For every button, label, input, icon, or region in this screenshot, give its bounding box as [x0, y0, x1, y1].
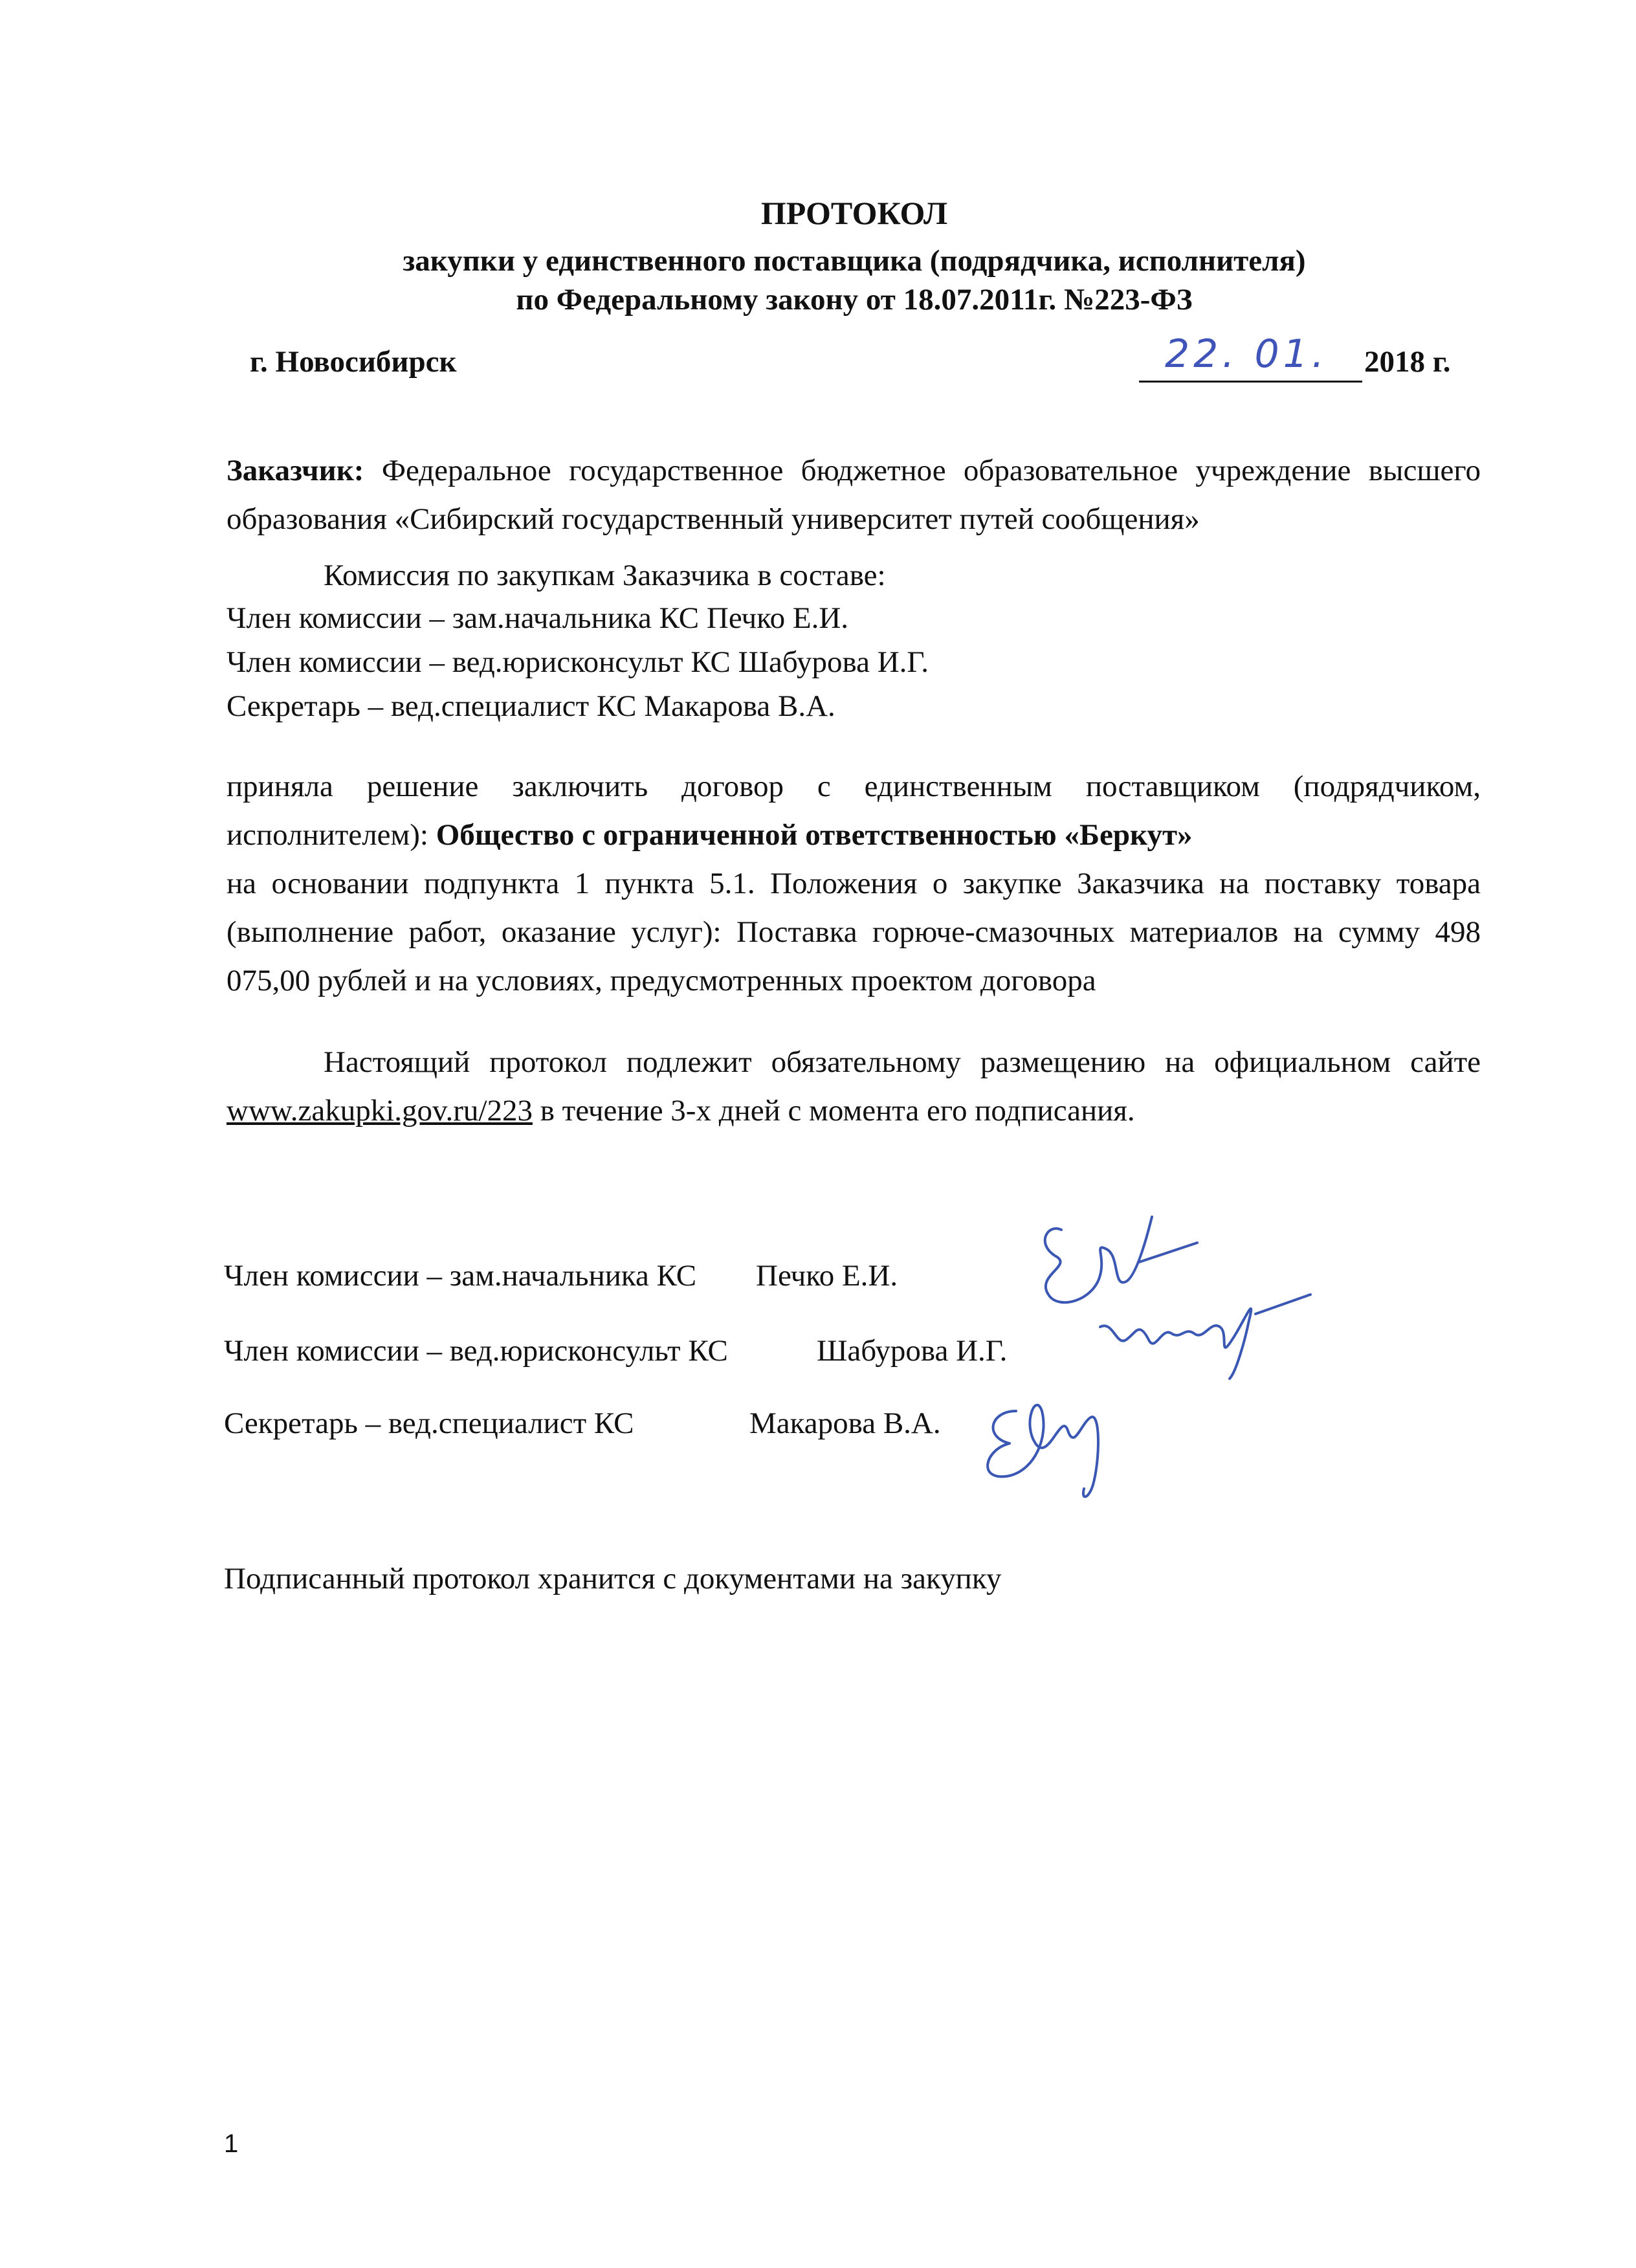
decision-paragraph: [227, 762, 1481, 860]
customer-paragraph: [227, 447, 1481, 544]
signature-name: Шабурова И.Г.: [817, 1334, 1008, 1368]
customer-label: Заказчик:: [227, 454, 364, 487]
commission-member: Член комиссии – вед.юрисконсульт КС Шабурова И.Г.: [227, 645, 929, 679]
footer-note: Подписанный протокол хранится с документами на закупку: [224, 1562, 1002, 1595]
commission-member: Секретарь – вед.специалист КС Макарова В.А.: [227, 689, 835, 723]
date-underline: [1139, 381, 1362, 383]
customer-text: Федеральное государственное бюджетное образовательное учреждение высшего образования «Сибирский государственный университет путей сообщения»: [227, 454, 1481, 536]
decision-intro: приняла решение заключить договор с единственным поставщиком (подрядчиком, исполнителем):: [227, 770, 1481, 852]
commission-member: Член комиссии – зам.начальника КС Печко Е.И.: [227, 601, 849, 635]
decision-basis: на основании подпункта 1 пункта 5.1. Положения о закупке Заказчика на поставку товара (выполнение работ, оказание услуг): Поставка горюче-смазочных материалов на сумму 498 075,00 рублей и на условиях, предусмотренных проектом договора: [227, 867, 1481, 997]
city: г. Новосибирск: [250, 345, 457, 379]
signature-position: Член комиссии – зам.начальника КС: [224, 1259, 697, 1293]
document-subtitle: закупки у единственного поставщика (подрядчика, исполнителя): [403, 244, 1306, 278]
document-title: ПРОТОКОЛ: [760, 195, 948, 231]
zakupki-link[interactable]: www.zakupki.gov.ru/223: [227, 1094, 533, 1128]
date-year: 2018 г.: [1364, 345, 1451, 379]
signature-shaburova: [1087, 1282, 1320, 1385]
publication-paragraph: [227, 1038, 1481, 1135]
signature-makarova: [971, 1385, 1139, 1515]
publication-text: Настоящий протокол подлежит обязательному размещению на официальном сайте: [324, 1045, 1481, 1079]
signature-position: Секретарь – вед.специалист КС: [224, 1406, 634, 1440]
publication-text-end: в течение 3-х дней с момента его подписания.: [540, 1094, 1135, 1128]
document-law-reference: по Федеральному закону от 18.07.2011г. №223-ФЗ: [516, 283, 1193, 317]
signature-name: Макарова В.А.: [749, 1406, 941, 1440]
commission-intro: Комиссия по закупкам Заказчика в составе:: [324, 559, 886, 592]
signature-name: Печко Е.И.: [756, 1259, 898, 1293]
supplier-name: Общество с ограниченной ответственностью «Беркут»: [436, 818, 1193, 852]
handwritten-date: 22. 01.: [1165, 331, 1328, 377]
page-number: 1: [224, 2129, 239, 2158]
signature-position: Член комиссии – вед.юрисконсульт КС: [224, 1334, 728, 1368]
